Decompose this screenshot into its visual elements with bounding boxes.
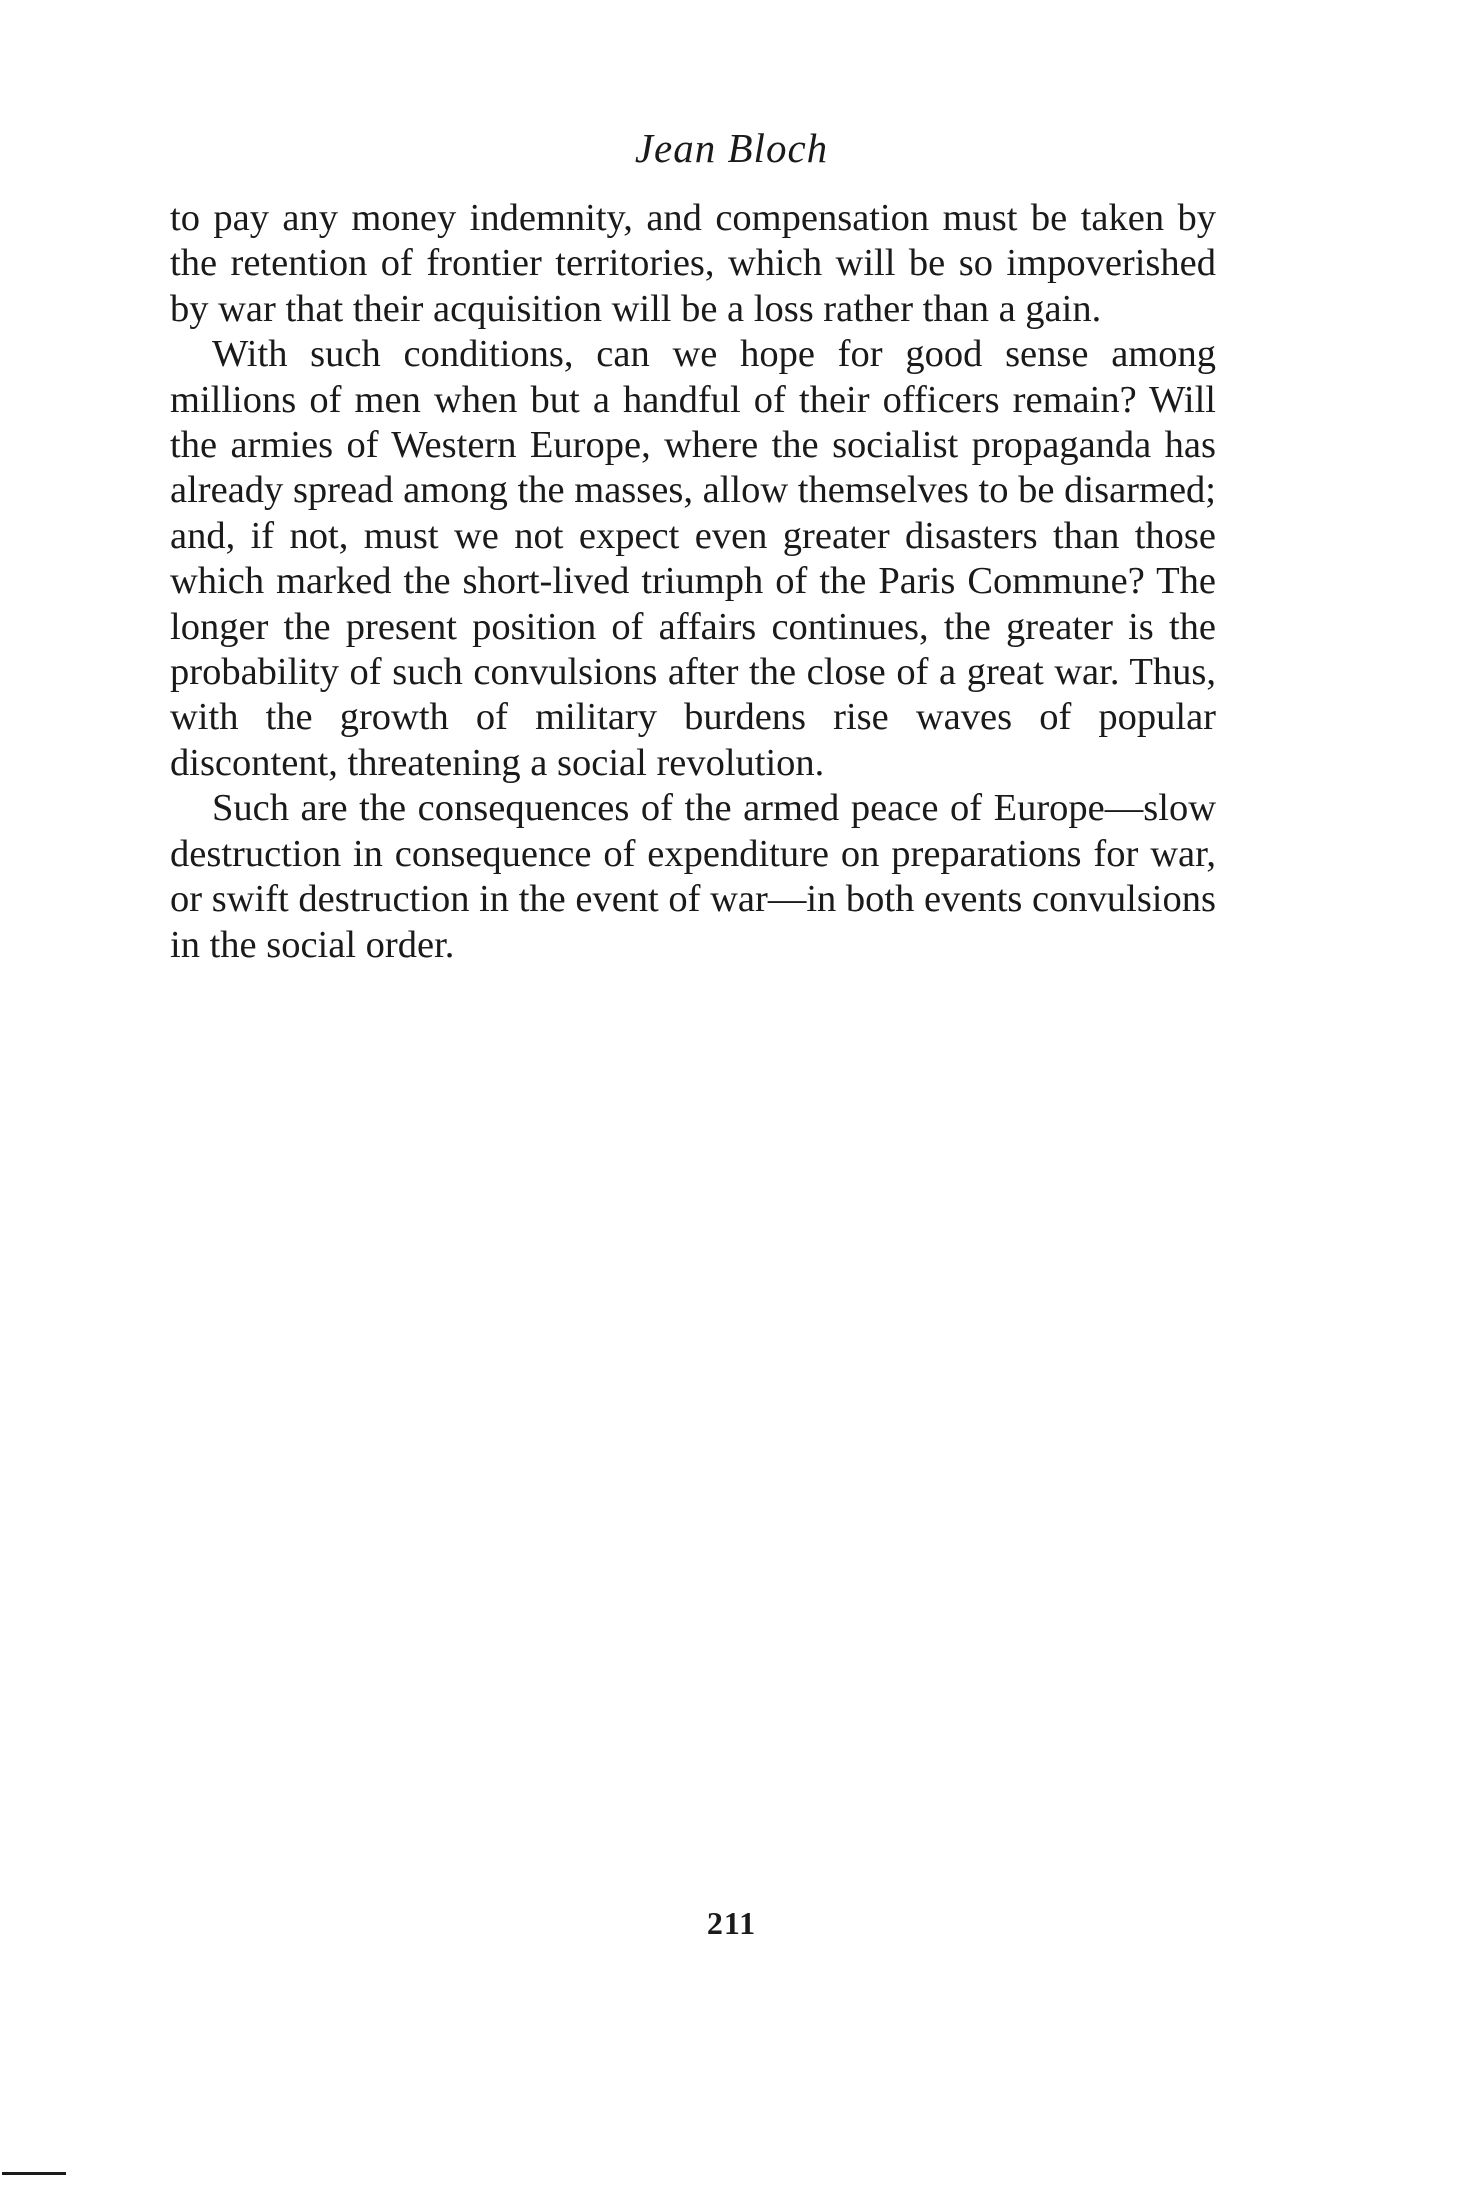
paragraph-continuation: to pay any money indemnity, and compensation must be taken by the retention of frontier territories, which will be so impoverished by war that their acquisition will be a loss rather than a gain. — [170, 197, 1216, 330]
paragraph: With such conditions, can we hope for good sense among millions of men when but a handful of their officers remain? Will the armies of Western Europe, where the socialist propaganda has already spread among the masses, allow themselves to be disarmed; and, if not, must we not expect even greater disasters than those which marked the short-lived triumph of the Paris Commune? The longer the present position of affairs continues, the greater is the probability of such convulsions after the close of a great war. Thus, with the growth of military burdens rise waves of popular discontent, threatening a social revolution. — [170, 333, 1216, 784]
page-number: 211 — [706, 1905, 757, 1941]
scan-edge-rule — [2, 2172, 66, 2175]
running-head: Jean Bloch — [634, 125, 829, 171]
body-text — [170, 196, 1216, 968]
paragraph: Such are the consequences of the armed peace of Europe—slow destruction in consequence of expenditure on preparations for war, or swift destruction in the event of war—in both events convulsions in the social order. — [170, 787, 1216, 966]
